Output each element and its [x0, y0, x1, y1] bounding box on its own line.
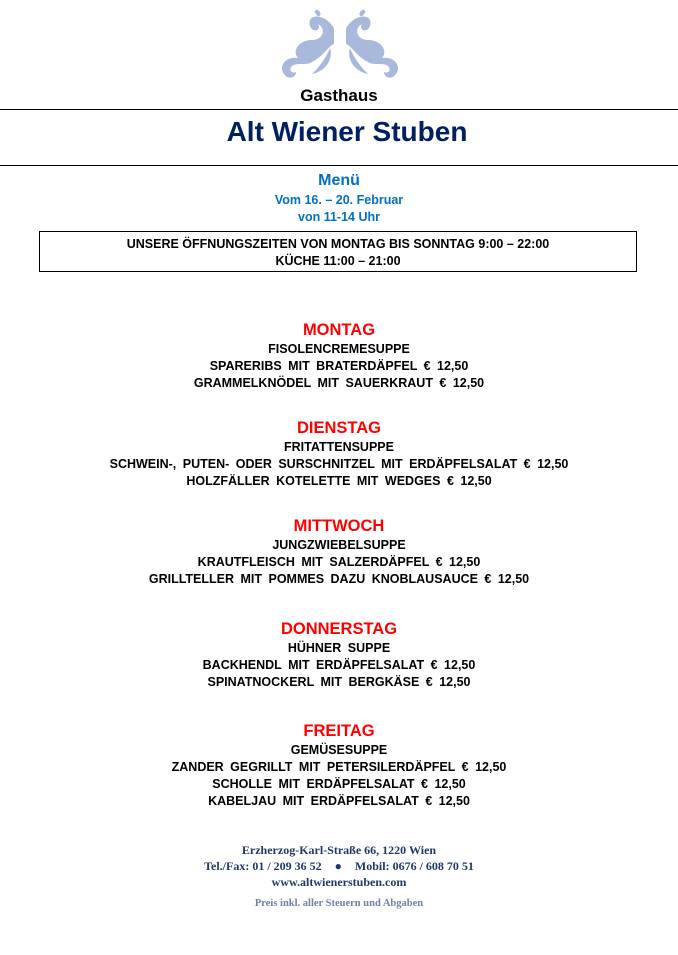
dish: HOLZFÄLLER KOTELETTE MIT WEDGES € 12,50: [186, 474, 492, 488]
menu-heading: Menü: [318, 172, 360, 189]
phone: Tel./Fax: 01 / 209 36 52: [204, 859, 322, 873]
kitchen-hours-line: KÜCHE 11:00 – 21:00: [275, 254, 401, 268]
mobile: Mobil: 0676 / 608 70 51: [354, 859, 474, 873]
dish: GRAMMELKNÖDEL MIT SAUERKRAUT € 12,50: [193, 376, 485, 390]
dish: SCHWEIN-, PUTEN- ODER SURSCHNITZEL MIT ERDÄPFELSALAT € 12,50: [109, 457, 569, 471]
baroque-scroll-ornament-icon: [272, 8, 408, 82]
dish: BACKHENDL MIT ERDÄPFELSALAT € 12,50: [202, 658, 476, 672]
day-thursday: [0, 618, 678, 691]
day-name: DONNERSTAG: [280, 620, 398, 638]
day-wednesday: [0, 515, 678, 588]
divider-top: [0, 109, 678, 110]
dish: GRILLTELLER MIT POMMES DAZU KNOBLAUSAUCE € 12,50: [148, 572, 530, 586]
dish: SPINATNOCKERL MIT BERGKÄSE € 12,50: [207, 675, 471, 689]
soup: FISOLENCREMESUPPE: [268, 342, 410, 356]
price-note: Preis inkl. aller Steuern und Abgaben: [254, 898, 424, 909]
website: www.altwienerstuben.com: [271, 875, 407, 889]
soup: HÜHNER SUPPE: [287, 641, 391, 655]
soup: FRITATTENSUPPE: [284, 440, 394, 454]
dish: KABELJAU MIT ERDÄPFELSALAT € 12,50: [208, 794, 470, 808]
divider-bottom: [0, 165, 678, 166]
restaurant-title: Alt Wiener Stuben: [226, 116, 468, 147]
opening-hours-line: UNSERE ÖFFNUNGSZEITEN VON MONTAG BIS SONNTAG 9:00 – 22:00: [126, 237, 550, 251]
day-name: MITTWOCH: [293, 517, 385, 535]
day-name: DIENSTAG: [296, 419, 382, 437]
day-monday: [0, 319, 678, 392]
dish: SPARERIBS MIT BRATERDÄPFEL € 12,50: [209, 359, 469, 373]
footer-contact: [0, 842, 678, 912]
opening-hours-box: [39, 231, 637, 272]
dish: SCHOLLE MIT ERDÄPFELSALAT € 12,50: [212, 777, 466, 791]
dish: KRAUTFLEISCH MIT SALZERDÄPFEL € 12,50: [197, 555, 481, 569]
soup: JUNGZWIEBELSUPPE: [272, 538, 406, 552]
day-friday: [0, 720, 678, 810]
menu-dates: Vom 16. – 20. Februar: [274, 193, 404, 207]
phone-line: [0, 858, 678, 874]
menu-times: von 11-14 Uhr: [298, 210, 380, 224]
day-tuesday: [0, 417, 678, 490]
subtitle-gasthaus: Gasthaus: [300, 86, 378, 105]
day-name: FREITAG: [303, 722, 375, 740]
address: Erzherzog-Karl-Straße 66, 1220 Wien: [241, 843, 437, 857]
soup: GEMÜSESUPPE: [290, 743, 388, 757]
menu-info: [0, 170, 678, 226]
dish: ZANDER GEGRILLT MIT PETERSILERDÄPFEL € 12,50: [171, 760, 507, 774]
day-name: MONTAG: [302, 321, 376, 339]
separator-dot: ●: [334, 859, 342, 873]
